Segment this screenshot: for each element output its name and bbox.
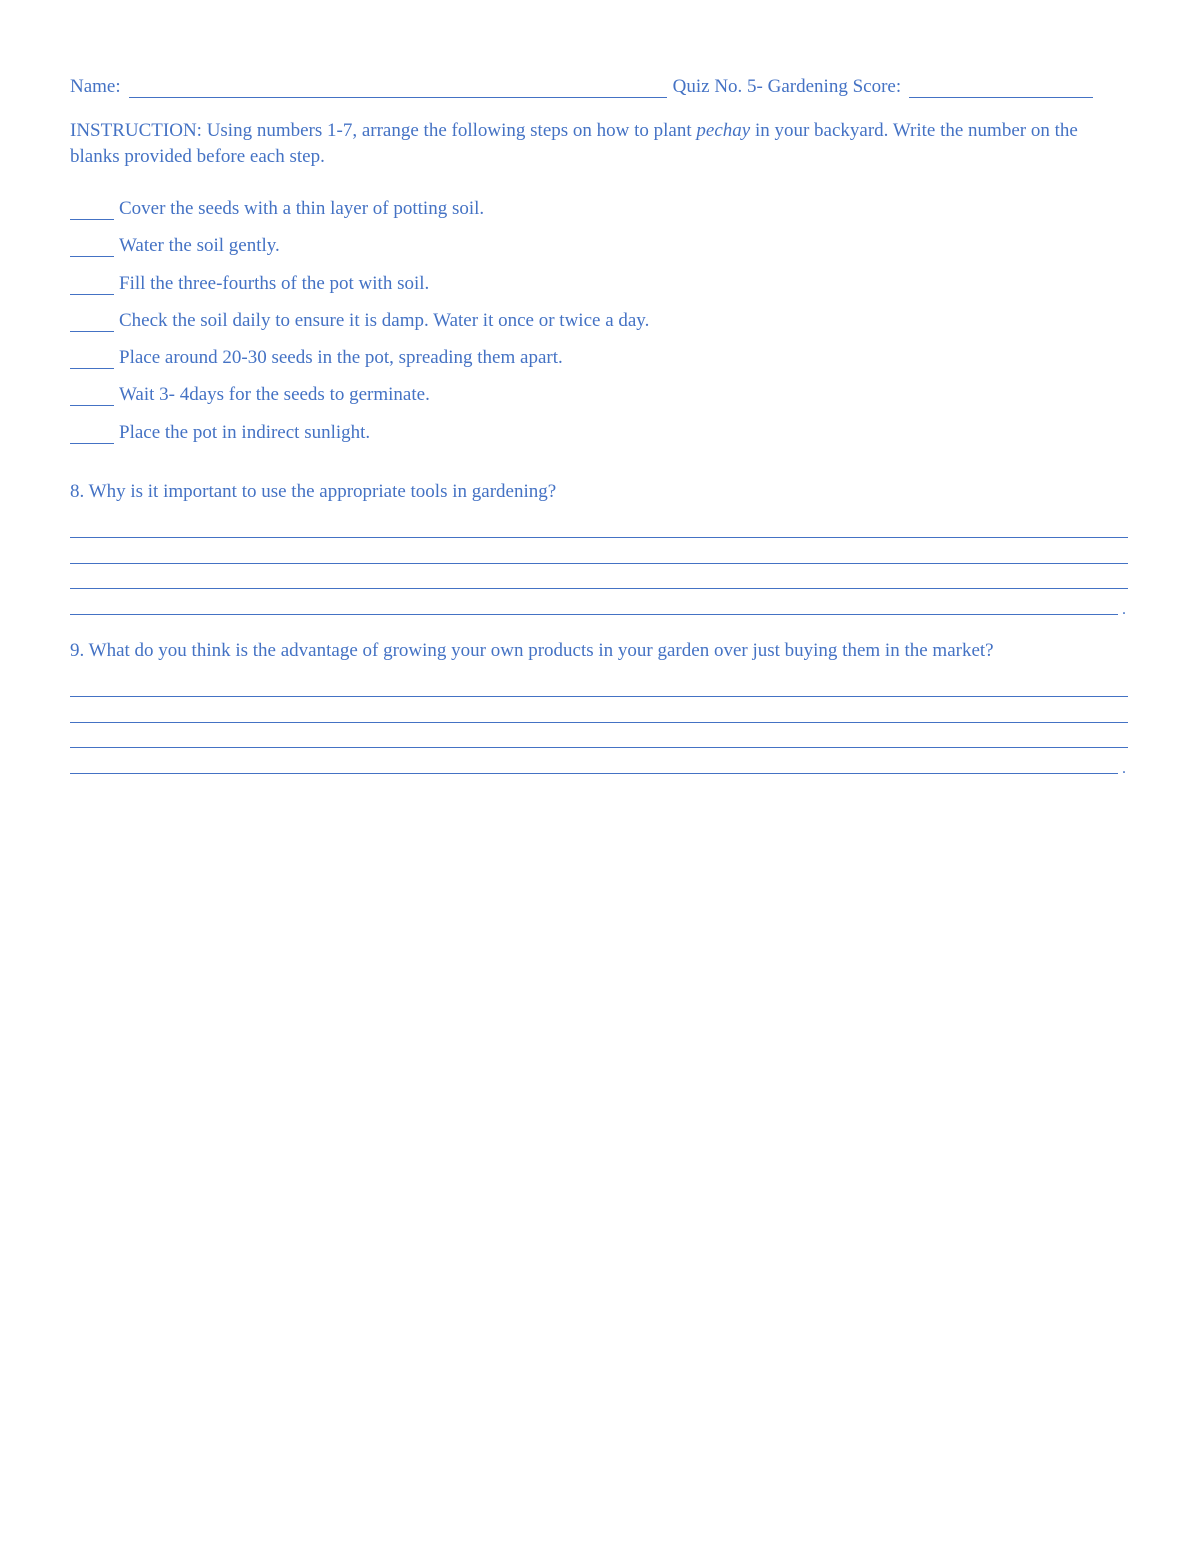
list-item: [70, 220, 1128, 257]
question-8: 8. Why is it important to use the appropriate tools in gardening?: [70, 480, 557, 502]
list-item: [70, 332, 1128, 369]
header-row: [70, 70, 1128, 98]
step-number-blank[interactable]: [70, 350, 114, 369]
step-number-blank[interactable]: [70, 238, 114, 257]
list-item: [70, 192, 1128, 220]
step-number-blank[interactable]: [70, 387, 114, 406]
step-text: Place the pot in indirect sunlight.: [119, 421, 371, 443]
name-label: Name:: [70, 76, 121, 97]
answer-lines-q8: [70, 513, 1128, 618]
answer-lines-q9: [70, 672, 1128, 777]
quiz-title-score-label: Quiz No. 5- Gardening Score:: [672, 76, 902, 97]
step-text: Place around 20-30 seeds in the pot, spreading them apart.: [119, 347, 563, 369]
instruction-part1: INSTRUCTION: Using numbers 1-7, arrange the following steps on how to plant: [70, 120, 697, 141]
instruction-text: [70, 118, 1110, 170]
step-number-blank[interactable]: [70, 201, 114, 220]
step-text: Cover the seeds with a thin layer of potting soil.: [119, 198, 485, 219]
instruction-part2: in your backyard. Write the number on the blanks provided before each step.: [70, 120, 1078, 167]
step-text: Check the soil daily to ensure it is damp. Water it once or twice a day.: [119, 309, 650, 331]
quiz-page: [70, 70, 1128, 777]
list-item: [70, 406, 1128, 443]
answer-line[interactable]: [70, 748, 1126, 777]
answer-line[interactable]: [70, 723, 1128, 749]
step-text: Water the soil gently.: [119, 235, 280, 257]
step-number-blank[interactable]: [70, 313, 114, 332]
score-blank[interactable]: [909, 79, 1093, 98]
answer-line[interactable]: [70, 513, 1128, 539]
steps-list: [70, 192, 1128, 444]
answer-line[interactable]: [70, 564, 1128, 590]
answer-line[interactable]: [70, 672, 1128, 698]
step-text: Fill the three-fourths of the pot with soil.: [119, 272, 430, 294]
answer-line[interactable]: [70, 538, 1128, 564]
step-number-blank[interactable]: [70, 276, 114, 295]
list-item: [70, 257, 1128, 294]
instruction-italic: pechay: [696, 120, 751, 141]
step-number-blank[interactable]: [70, 425, 114, 444]
answer-line[interactable]: [70, 589, 1126, 618]
list-item: [70, 295, 1128, 332]
step-text: Wait 3- 4days for the seeds to germinate.: [119, 384, 430, 406]
end-period: .: [1122, 600, 1126, 618]
list-item: [70, 369, 1128, 406]
answer-line[interactable]: [70, 697, 1128, 723]
name-blank[interactable]: [129, 79, 667, 98]
question-9: 9. What do you think is the advantage of growing your own products in your garden over just buying them in the market?: [70, 639, 994, 661]
end-period: .: [1122, 759, 1126, 777]
